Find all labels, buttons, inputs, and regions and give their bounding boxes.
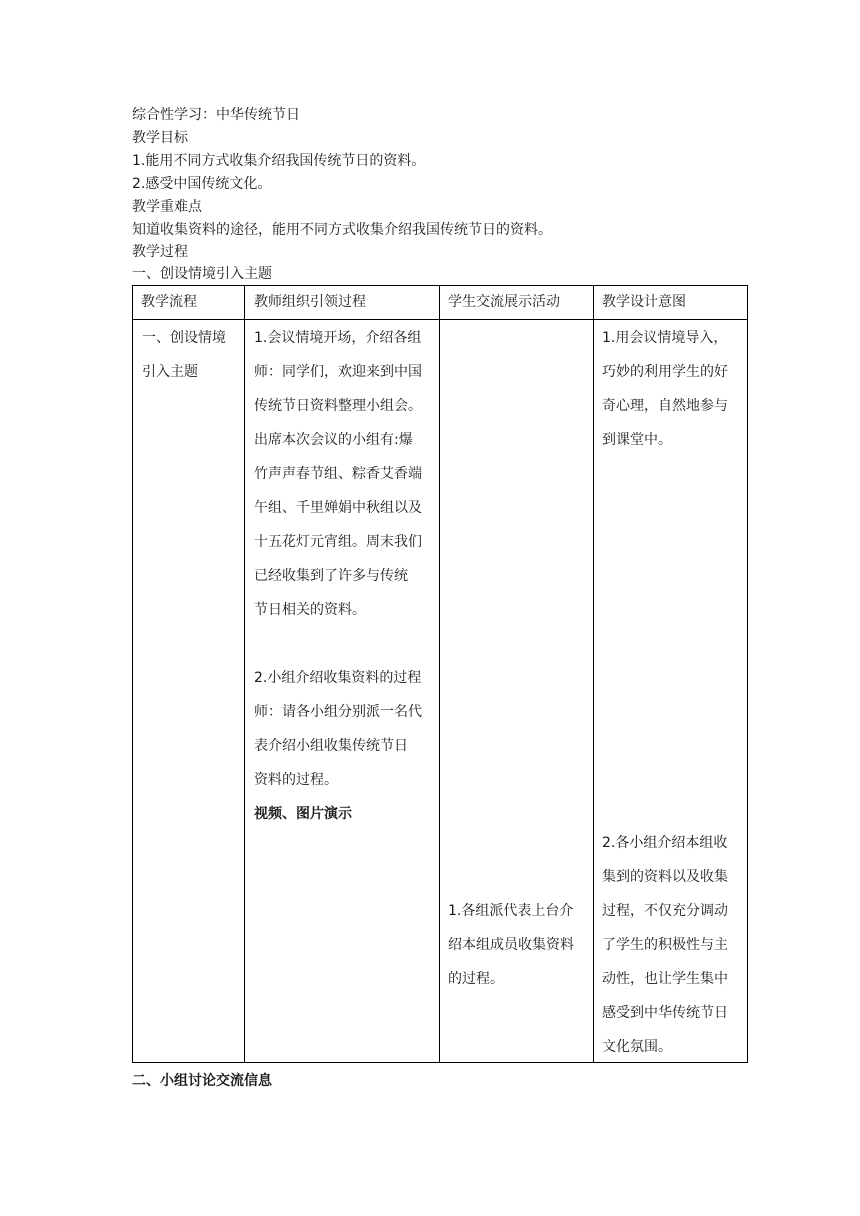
lesson-table (132, 285, 748, 1063)
intent-line: 2.各小组介绍本组收 (602, 835, 728, 851)
objective-1: 1.能用不同方式收集介绍我国传统节日的资料。 (132, 153, 426, 169)
intent-line: 感受到中华传统节日 (602, 1005, 728, 1021)
section-2-heading: 二、小组讨论交流信息 (132, 1073, 272, 1089)
key-points-text: 知道收集资料的途径，能用不同方式收集介绍我国传统节日的资料。 (132, 222, 552, 238)
teacher-line: 出席本次会议的小组有:爆 (254, 432, 413, 448)
teacher-line: 竹声声春节组、粽香艾香端 (254, 466, 422, 482)
teacher-line: 资料的过程。 (254, 772, 338, 788)
teacher-line: 表介绍小组收集传统节日 (254, 738, 408, 754)
teacher-line: 传统节日资料整理小组会。 (254, 398, 422, 414)
col-header-student: 学生交流展示活动 (448, 294, 560, 310)
intent-line: 1.用会议情境导入， (602, 330, 728, 346)
intent-line: 文化氛围。 (602, 1039, 672, 1055)
key-points-heading: 教学重难点 (132, 199, 202, 215)
flow-line: 引入主题 (142, 364, 198, 380)
document-title: 综合性学习：中华传统节日 (132, 107, 300, 123)
process-heading: 教学过程 (132, 244, 188, 260)
objective-2: 2.感受中国传统文化。 (132, 176, 272, 192)
intent-line: 奇心理，自然地参与 (602, 398, 728, 414)
teacher-line: 2.小组介绍收集资料的过程 (254, 670, 422, 686)
intent-line: 动性，也让学生集中 (602, 971, 728, 987)
intent-line: 了学生的积极性与主 (602, 937, 728, 953)
teacher-line: 节日相关的资料。 (254, 602, 366, 618)
student-line: 的过程。 (448, 971, 504, 987)
cell-teacher (254, 321, 434, 831)
intent-line: 巧妙的利用学生的好 (602, 364, 728, 380)
objectives-heading: 教学目标 (132, 130, 188, 146)
teacher-line: 师：请各小组分别派一名代 (254, 704, 422, 720)
cell-intent-2 (602, 826, 742, 1064)
teacher-line: 已经收集到了许多与传统 (254, 568, 408, 584)
cell-student (448, 894, 588, 996)
col-header-flow: 教学流程 (141, 294, 197, 310)
teacher-media-note: 视频、图片演示 (254, 806, 352, 822)
col-header-intent: 教学设计意图 (602, 294, 686, 310)
intent-line: 到课堂中。 (602, 432, 672, 448)
teacher-blank-line (254, 627, 434, 661)
intent-line: 过程，不仅充分调动 (602, 903, 728, 919)
flow-line: 一、创设情境 (142, 330, 226, 346)
teacher-line: 十五花灯元宵组。周末我们 (254, 534, 422, 550)
intent-line: 集到的资料以及收集 (602, 869, 728, 885)
cell-flow (142, 321, 238, 389)
teacher-line: 午组、千里婵娟中秋组以及 (254, 500, 422, 516)
cell-intent-1 (602, 321, 742, 457)
teacher-line: 师：同学们，欢迎来到中国 (254, 364, 422, 380)
section-1-heading: 一、创设情境引入主题 (132, 266, 272, 282)
col-header-teacher: 教师组织引领过程 (254, 294, 366, 310)
student-line: 1.各组派代表上台介 (448, 903, 574, 919)
teacher-line: 1.会议情境开场，介绍各组 (254, 330, 422, 346)
student-line: 绍本组成员收集资料 (448, 937, 574, 953)
